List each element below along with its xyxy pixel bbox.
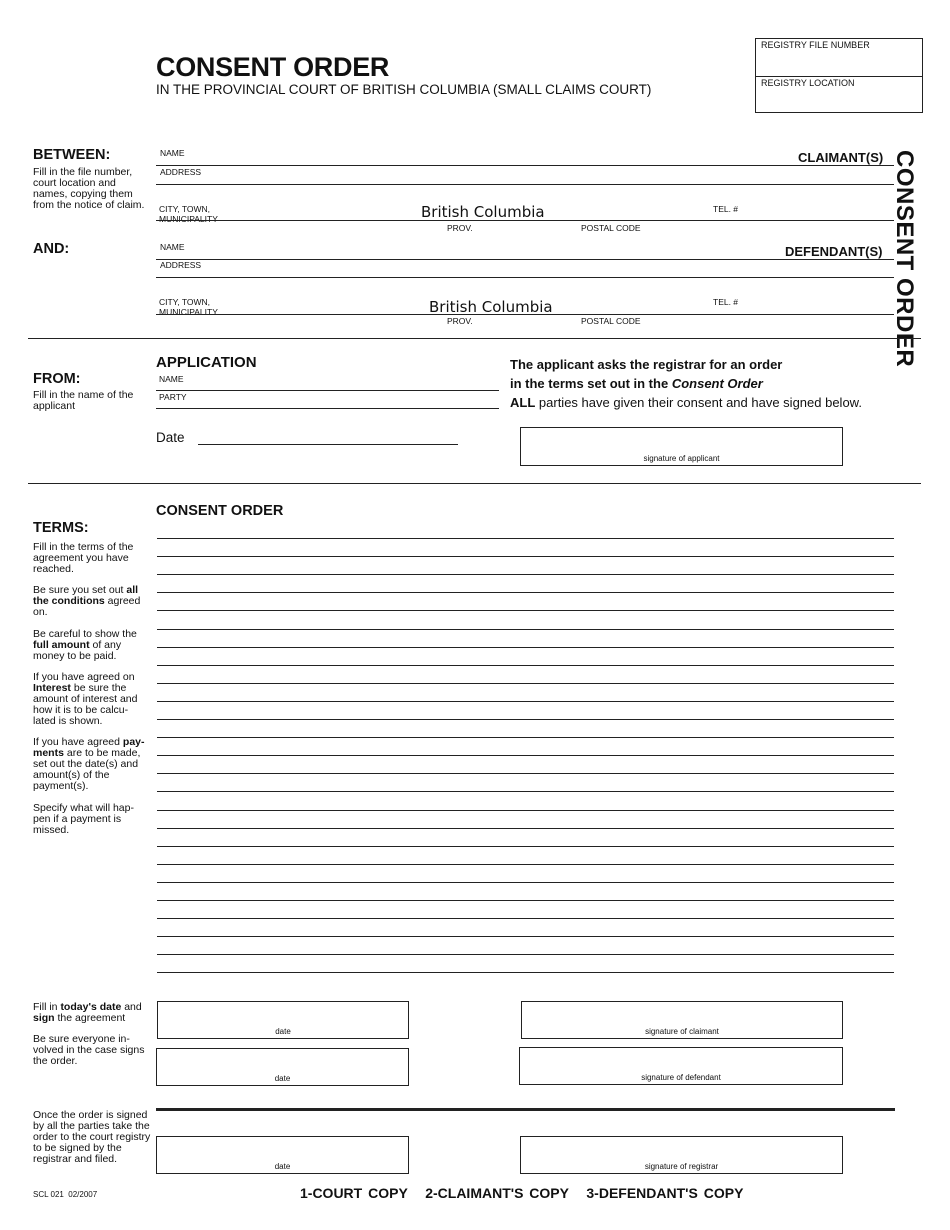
statement-line2-prefix: in the terms set out in the	[510, 376, 669, 391]
claimant-tel-label: TEL. #	[713, 204, 739, 214]
statement-line3-bold: ALL	[510, 395, 536, 410]
claimant-date-box[interactable]	[157, 1001, 409, 1039]
claimant-signature-box[interactable]	[521, 1001, 843, 1039]
between-heading: BETWEEN:	[33, 147, 111, 163]
sign-p1-b: today's date	[60, 1001, 122, 1013]
claimant-city-line[interactable]	[156, 220, 894, 221]
application-statement-line2	[510, 376, 763, 391]
copy-distribution: 1-COURT COPY 2-CLAIMANT'S COPY 3-DEFENDANT'S COPY	[300, 1185, 744, 1201]
defendant-date-box[interactable]	[156, 1048, 409, 1086]
registrar-date-box[interactable]	[156, 1136, 409, 1174]
claimant-prov-label: PROV.	[447, 223, 473, 233]
terms-writing-line[interactable]	[157, 918, 894, 919]
terms-writing-line[interactable]	[157, 665, 894, 666]
signing-instruction-2: Be sure everyone in- volved in the case signs the order.	[33, 1033, 145, 1067]
terms-writing-line[interactable]	[157, 538, 894, 539]
defendant-postal-label: POSTAL CODE	[581, 316, 641, 326]
section-divider-2	[28, 483, 921, 484]
terms-writing-line[interactable]	[157, 629, 894, 630]
vertical-title: CONSENT ORDER	[891, 150, 918, 368]
terms-heading: TERMS:	[33, 520, 89, 536]
statement-line3-rest: parties have given their consent and have signed below.	[538, 395, 862, 410]
application-heading: APPLICATION	[156, 354, 257, 371]
terms-p5-b: pay- ments	[33, 736, 145, 759]
application-statement-line1: The applicant asks the registrar for an order	[510, 357, 783, 372]
signing-instruction-3: Once the order is signed by all the parties take the order to the court registry to be signed by the registrar and filed.	[33, 1109, 151, 1165]
applicant-name-line[interactable]	[156, 390, 499, 391]
terms-instruction-1: Fill in the terms of the agreement you have reached.	[33, 541, 134, 575]
and-heading: AND:	[33, 241, 70, 257]
court-subtitle: IN THE PROVINCIAL COURT OF BRITISH COLUMBIA (SMALL CLAIMS COURT)	[156, 82, 652, 97]
terms-writing-line[interactable]	[157, 936, 894, 937]
registry-file-number-field[interactable]	[756, 49, 922, 75]
claimant-name-label: NAME	[160, 148, 185, 158]
terms-writing-line[interactable]	[157, 592, 894, 593]
registry-divider	[756, 76, 922, 77]
defendant-signature-label: signature of defendant	[641, 1073, 721, 1082]
claimant-province-value: British Columbia	[421, 203, 545, 221]
terms-p5-a: If you have agreed	[33, 736, 120, 748]
defendant-address-label: ADDRESS	[160, 260, 202, 270]
terms-p3-b: full amount	[33, 639, 90, 651]
defendant-city-line[interactable]	[156, 314, 894, 315]
claimant-signature-label: signature of claimant	[645, 1027, 719, 1036]
terms-writing-line[interactable]	[157, 701, 894, 702]
claimant-city-label: CITY, TOWN, MUNICIPALITY	[159, 204, 218, 224]
terms-writing-line[interactable]	[157, 900, 894, 901]
from-heading: FROM:	[33, 371, 81, 387]
registrar-divider	[156, 1108, 895, 1111]
terms-writing-line[interactable]	[157, 574, 894, 575]
terms-writing-line[interactable]	[157, 610, 894, 611]
applicant-party-line[interactable]	[156, 408, 499, 409]
terms-writing-line[interactable]	[157, 810, 894, 811]
defendant-name-line[interactable]	[156, 259, 894, 260]
terms-p2-b: all the conditions	[33, 584, 139, 607]
form-code: SCL 021 02/2007	[33, 1190, 98, 1199]
terms-instruction-3	[33, 629, 143, 662]
consent-order-heading: CONSENT ORDER	[156, 503, 284, 519]
application-date-line[interactable]	[198, 444, 458, 445]
signing-instruction-1	[33, 1002, 151, 1024]
terms-p2-c: agreed on.	[33, 595, 141, 618]
defendant-tel-label: TEL. #	[713, 297, 739, 307]
claimant-address-line[interactable]	[156, 184, 894, 185]
between-instructions: Fill in the file number, court location and names, copying them from the notice of claim.	[33, 166, 145, 211]
registry-box	[755, 38, 923, 113]
applicant-signature-label: signature of applicant	[643, 454, 720, 463]
terms-writing-line[interactable]	[157, 556, 894, 557]
defendant-signature-box[interactable]	[519, 1047, 843, 1085]
defendant-province-value: British Columbia	[429, 298, 553, 316]
terms-writing-line[interactable]	[157, 846, 894, 847]
statement-line2-italic: Consent Order	[671, 376, 763, 391]
defendant-name-label: NAME	[160, 242, 185, 252]
claimant-date-label: date	[275, 1027, 291, 1036]
terms-p5-c: are to be made, set out the date(s) and amount(s) of the payment(s).	[33, 747, 141, 792]
claimant-postal-label: POSTAL CODE	[581, 223, 641, 233]
from-instructions: Fill in the name of the applicant	[33, 389, 134, 412]
terms-writing-line[interactable]	[157, 972, 894, 973]
terms-writing-line[interactable]	[157, 828, 894, 829]
sign-p1-c: and	[124, 1001, 142, 1013]
applicant-party-label: PARTY	[159, 392, 187, 402]
terms-writing-line[interactable]	[157, 755, 894, 756]
terms-instruction-6: Specify what will hap- pen if a payment is missed.	[33, 802, 134, 836]
terms-p2-a: Be sure you set out	[33, 584, 124, 596]
terms-writing-line[interactable]	[157, 864, 894, 865]
sign-p1-e: the agreement	[57, 1012, 126, 1024]
terms-instruction-4	[33, 672, 145, 727]
defendant-city-label: CITY, TOWN, MUNICIPALITY	[159, 297, 218, 317]
terms-p4-a: If you have agreed on	[33, 671, 135, 683]
defendant-date-label: date	[274, 1074, 291, 1083]
terms-writing-line[interactable]	[157, 683, 894, 684]
applicant-name-label: NAME	[159, 374, 184, 384]
registry-location-label: REGISTRY LOCATION	[761, 78, 855, 88]
terms-writing-line[interactable]	[157, 791, 894, 792]
terms-p3-c: of any money to be paid.	[33, 639, 122, 662]
terms-instruction-5	[33, 737, 148, 792]
terms-writing-line[interactable]	[157, 647, 894, 648]
terms-writing-line[interactable]	[157, 737, 894, 738]
terms-writing-line[interactable]	[157, 719, 894, 720]
sign-p1-a: Fill in	[33, 1001, 58, 1013]
terms-p4-c: be sure the amount of interest and how it is to be calcu- lated is shown.	[33, 682, 138, 727]
defendant-role-label: DEFENDANT(S)	[785, 244, 883, 259]
registrar-date-label: date	[274, 1162, 291, 1171]
registrar-signature-label: signature of registrar	[644, 1162, 719, 1171]
registry-location-field[interactable]	[756, 87, 922, 112]
defendant-prov-label: PROV.	[447, 316, 473, 326]
application-date-label: Date	[156, 430, 185, 445]
defendant-address-line[interactable]	[156, 277, 894, 278]
claimant-role-label: CLAIMANT(S)	[798, 150, 884, 165]
application-statement-line3	[510, 395, 862, 410]
page-title: CONSENT ORDER	[156, 52, 390, 82]
registry-file-number-label: REGISTRY FILE NUMBER	[761, 40, 870, 50]
claimant-address-label: ADDRESS	[160, 167, 202, 177]
claimant-name-line[interactable]	[156, 165, 894, 166]
terms-p3-a: Be careful to show the	[33, 628, 137, 640]
section-divider-1	[28, 338, 921, 339]
terms-p4-b: Interest	[33, 682, 71, 694]
terms-instruction-2	[33, 585, 145, 618]
sign-p1-d: sign	[33, 1012, 55, 1024]
registrar-signature-box[interactable]	[520, 1136, 843, 1174]
terms-writing-line[interactable]	[157, 954, 894, 955]
terms-writing-line[interactable]	[157, 773, 894, 774]
applicant-signature-box[interactable]	[520, 427, 843, 466]
terms-writing-line[interactable]	[157, 882, 894, 883]
